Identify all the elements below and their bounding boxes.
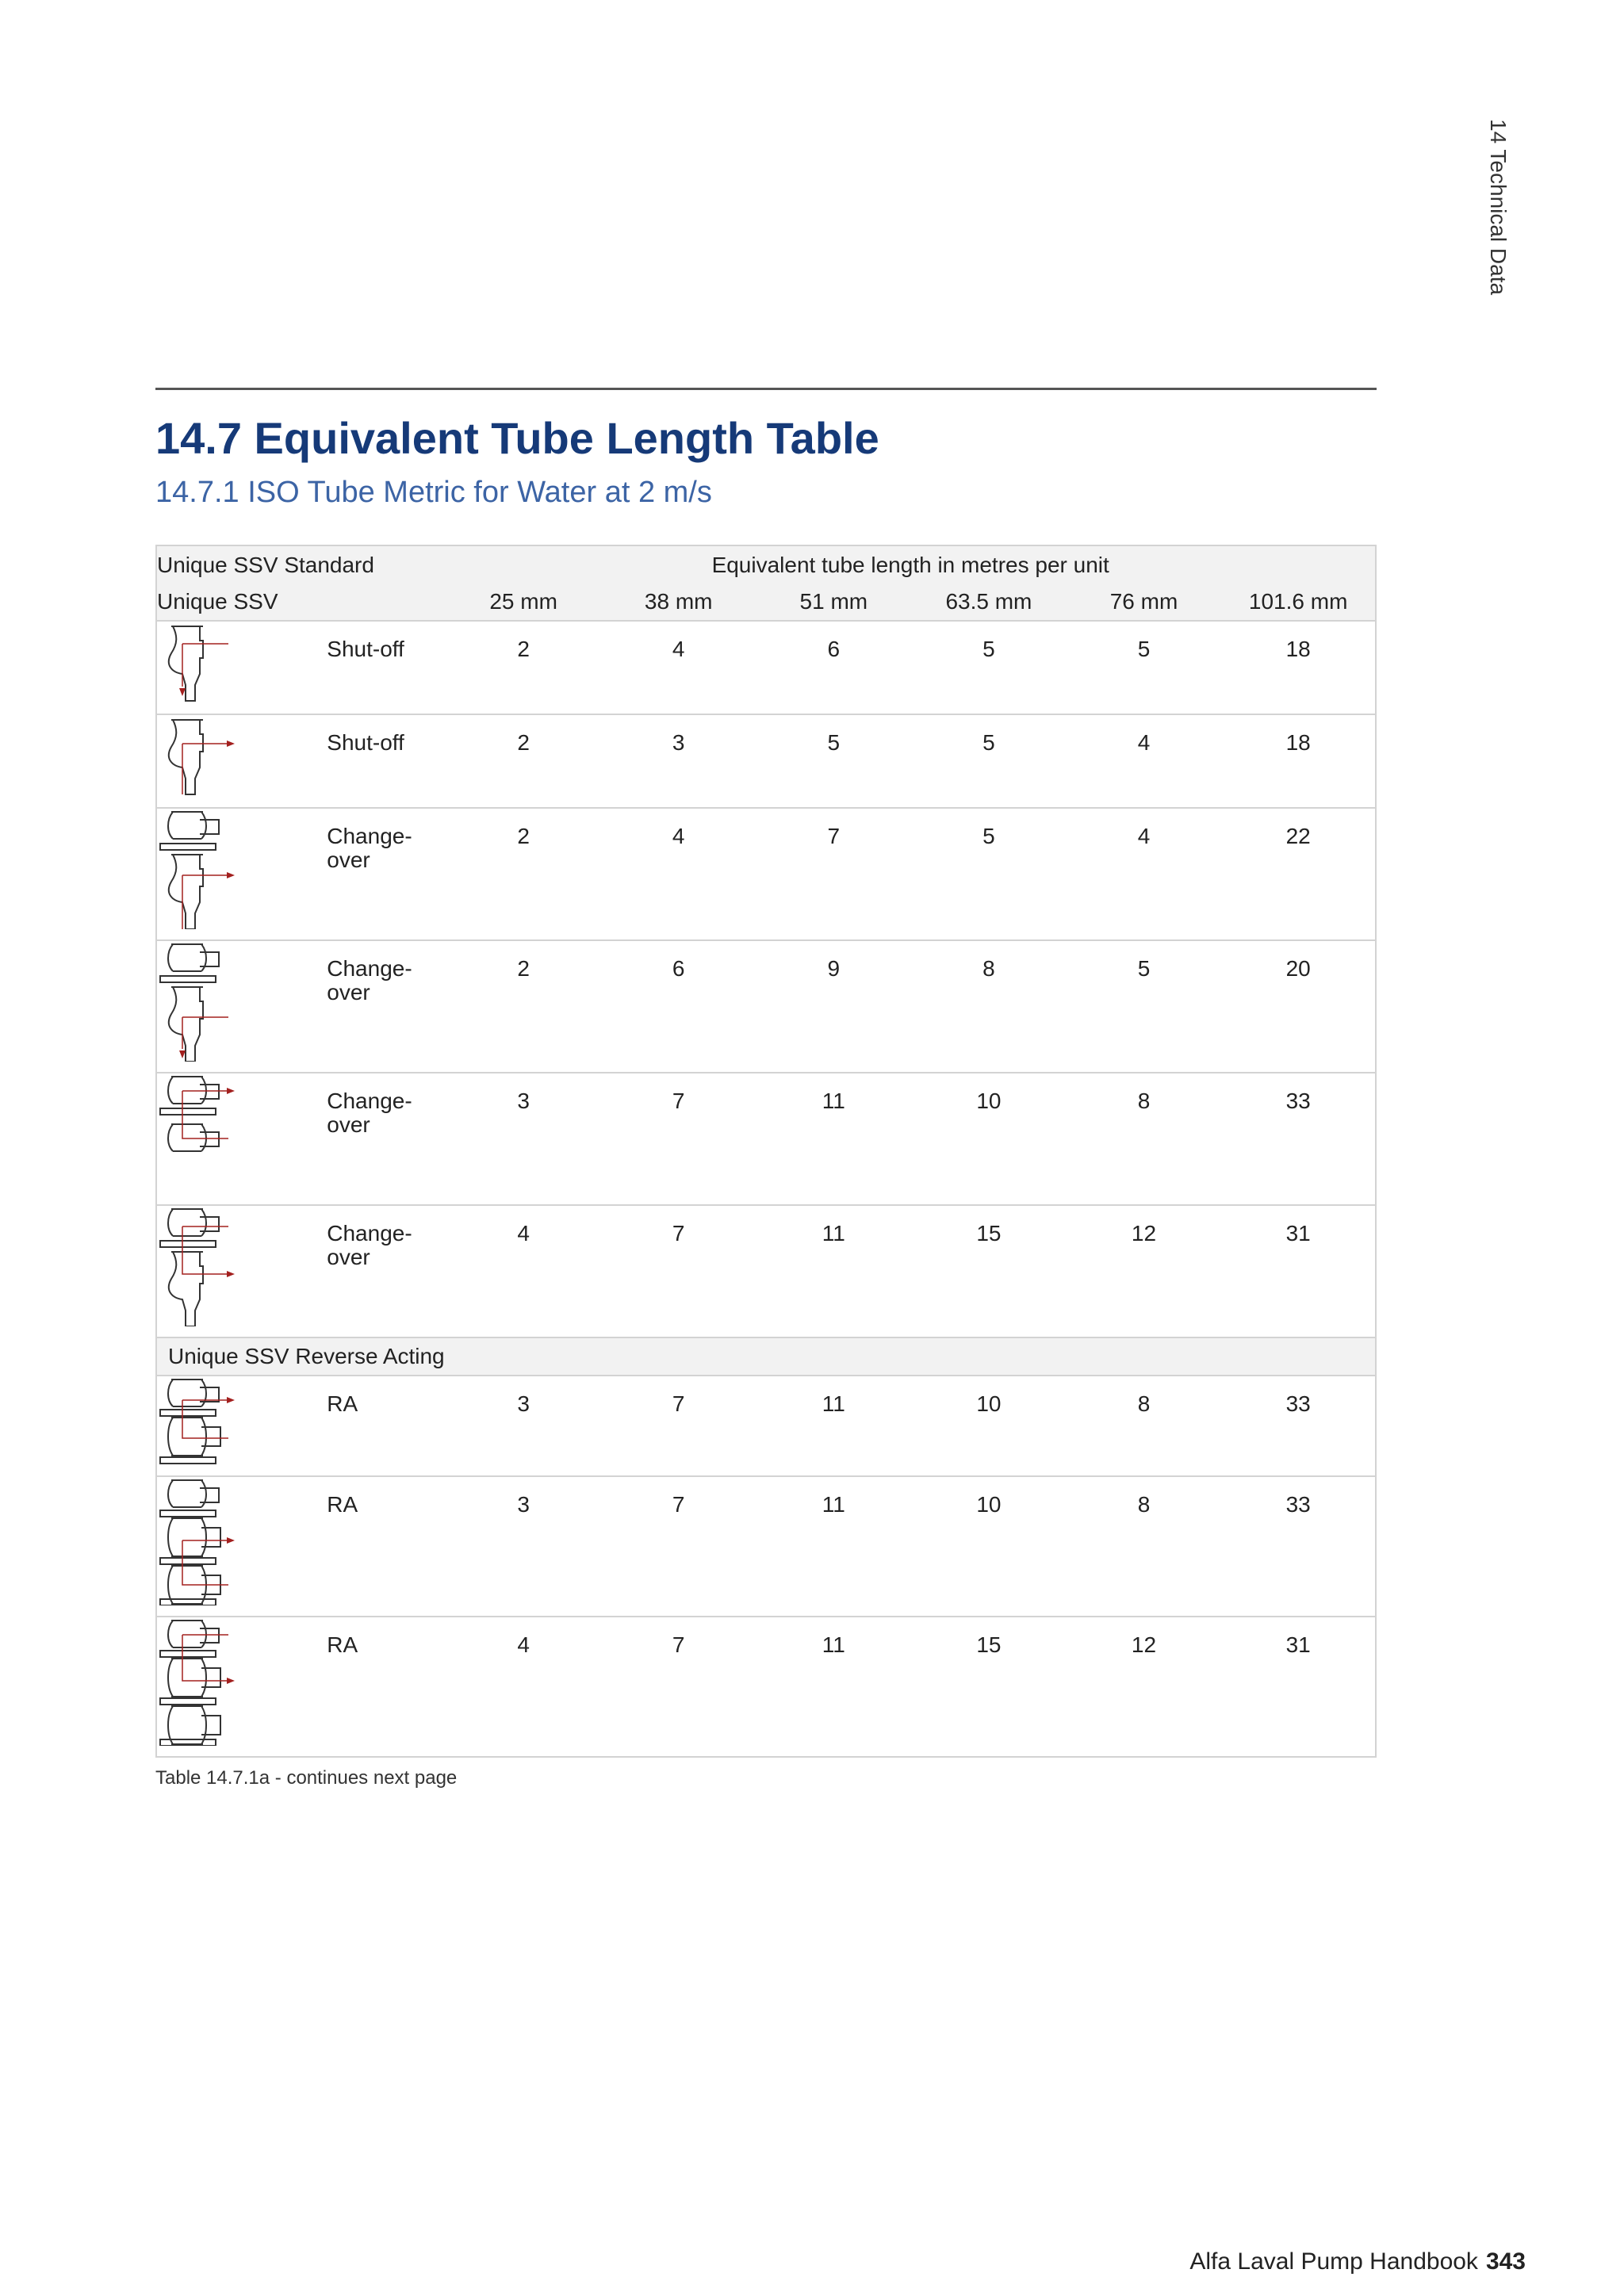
value-63-5mm: 10: [911, 1376, 1067, 1476]
valve-type-label: Change-over: [327, 808, 446, 940]
column-header-25mm: 25 mm: [446, 584, 601, 621]
table-row: [156, 940, 1376, 1073]
header-row-sizes: [156, 584, 1376, 621]
value-101-6mm: 33: [1221, 1476, 1376, 1617]
value-101-6mm: 18: [1221, 714, 1376, 808]
footer-book-title: Alfa Laval Pump Handbook: [1189, 2248, 1478, 2275]
column-header-51mm: 51 mm: [756, 584, 912, 621]
value-101-6mm: 22: [1221, 808, 1376, 940]
column-header-101-6mm: 101.6 mm: [1221, 584, 1376, 621]
value-101-6mm: 20: [1221, 940, 1376, 1073]
value-51mm: 11: [756, 1617, 912, 1757]
shut-off-down-valve-icon: [157, 622, 236, 704]
shut-off-side-valve-icon: [157, 715, 236, 798]
valve-icon-cell: [156, 1617, 327, 1757]
reverse-acting-valve-icon: [157, 1376, 236, 1465]
page-title: 14.7 Equivalent Tube Length Table: [155, 413, 879, 463]
column-header-76mm: 76 mm: [1067, 584, 1222, 621]
valve-icon-cell: [156, 1476, 327, 1617]
value-63-5mm: 15: [911, 1617, 1067, 1757]
value-76mm: 12: [1067, 1617, 1222, 1757]
value-101-6mm: 33: [1221, 1073, 1376, 1205]
change-over-valve-icon: [157, 809, 236, 929]
valve-icon-cell: [156, 808, 327, 940]
value-51mm: 11: [756, 1073, 912, 1205]
value-51mm: 7: [756, 808, 912, 940]
value-38mm: 6: [601, 940, 756, 1073]
value-76mm: 4: [1067, 808, 1222, 940]
value-76mm: 8: [1067, 1376, 1222, 1476]
table-row: [156, 1476, 1376, 1617]
value-76mm: 5: [1067, 940, 1222, 1073]
value-51mm: 11: [756, 1376, 912, 1476]
value-63-5mm: 5: [911, 808, 1067, 940]
value-25mm: 4: [446, 1617, 601, 1757]
value-101-6mm: 33: [1221, 1376, 1376, 1476]
equivalent-length-table: [155, 545, 1377, 1758]
value-25mm: 2: [446, 940, 601, 1073]
value-101-6mm: 31: [1221, 1205, 1376, 1337]
value-63-5mm: 10: [911, 1073, 1067, 1205]
value-51mm: 6: [756, 621, 912, 714]
value-101-6mm: 31: [1221, 1617, 1376, 1757]
value-25mm: 2: [446, 621, 601, 714]
value-63-5mm: 5: [911, 621, 1067, 714]
valve-icon-cell: [156, 621, 327, 714]
valve-icon-cell: [156, 1073, 327, 1205]
valve-type-label: Change-over: [327, 1073, 446, 1205]
value-51mm: 9: [756, 940, 912, 1073]
value-38mm: 7: [601, 1073, 756, 1205]
section-tab-label: 14 Technical Data: [1486, 119, 1511, 296]
table-row: [156, 808, 1376, 940]
table-row: [156, 1205, 1376, 1337]
valve-type-label: Shut-off: [327, 621, 446, 714]
value-76mm: 5: [1067, 621, 1222, 714]
reverse-acting-valve-icon: [157, 1617, 236, 1746]
value-63-5mm: 10: [911, 1476, 1067, 1617]
valve-type-label: Change-over: [327, 940, 446, 1073]
column-header-38mm: 38 mm: [601, 584, 756, 621]
header-standard-label: Unique SSV Standard: [156, 545, 446, 584]
change-over-valve-icon: [157, 1073, 236, 1194]
valve-type-label: Change-over: [327, 1205, 446, 1337]
header-row-standard: [156, 545, 1376, 584]
value-25mm: 3: [446, 1073, 601, 1205]
table-row: [156, 1073, 1376, 1205]
value-51mm: 5: [756, 714, 912, 808]
value-63-5mm: 15: [911, 1205, 1067, 1337]
valve-type-label: RA: [327, 1476, 446, 1617]
reverse-acting-section-label: Unique SSV Reverse Acting: [156, 1337, 1376, 1376]
valve-type-label: RA: [327, 1376, 446, 1476]
value-25mm: 4: [446, 1205, 601, 1337]
header-rule: [155, 388, 1377, 390]
value-51mm: 11: [756, 1205, 912, 1337]
page-number: 343: [1485, 2248, 1526, 2275]
valve-icon-cell: [156, 940, 327, 1073]
table-row: [156, 1617, 1376, 1757]
table-row: [156, 621, 1376, 714]
value-38mm: 3: [601, 714, 756, 808]
header-equivalent-length: Equivalent tube length in metres per unit: [446, 545, 1376, 584]
value-25mm: 2: [446, 714, 601, 808]
column-header-63-5mm: 63.5 mm: [911, 584, 1067, 621]
table-caption: Table 14.7.1a - continues next page: [155, 1767, 458, 1789]
value-51mm: 11: [756, 1476, 912, 1617]
value-25mm: 3: [446, 1476, 601, 1617]
change-over-valve-icon: [157, 1206, 236, 1326]
value-63-5mm: 5: [911, 714, 1067, 808]
value-38mm: 7: [601, 1476, 756, 1617]
page-subtitle: 14.7.1 ISO Tube Metric for Water at 2 m/s: [155, 476, 712, 509]
value-76mm: 8: [1067, 1476, 1222, 1617]
value-76mm: 12: [1067, 1205, 1222, 1337]
value-25mm: 3: [446, 1376, 601, 1476]
valve-icon-cell: [156, 1376, 327, 1476]
value-38mm: 7: [601, 1205, 756, 1337]
reverse-acting-valve-icon: [157, 1477, 236, 1605]
table-row: [156, 714, 1376, 808]
value-63-5mm: 8: [911, 940, 1067, 1073]
value-101-6mm: 18: [1221, 621, 1376, 714]
table-row: [156, 1376, 1376, 1476]
value-25mm: 2: [446, 808, 601, 940]
value-38mm: 7: [601, 1617, 756, 1757]
value-76mm: 8: [1067, 1073, 1222, 1205]
page-footer: [1189, 2248, 1526, 2275]
value-76mm: 4: [1067, 714, 1222, 808]
valve-type-label: Shut-off: [327, 714, 446, 808]
value-38mm: 4: [601, 621, 756, 714]
valve-icon-cell: [156, 1205, 327, 1337]
value-38mm: 7: [601, 1376, 756, 1476]
section-header-row: [156, 1337, 1376, 1376]
header-ssv-label: Unique SSV: [156, 584, 446, 621]
valve-type-label: RA: [327, 1617, 446, 1757]
value-38mm: 4: [601, 808, 756, 940]
change-over-valve-icon: [157, 941, 236, 1062]
valve-icon-cell: [156, 714, 327, 808]
